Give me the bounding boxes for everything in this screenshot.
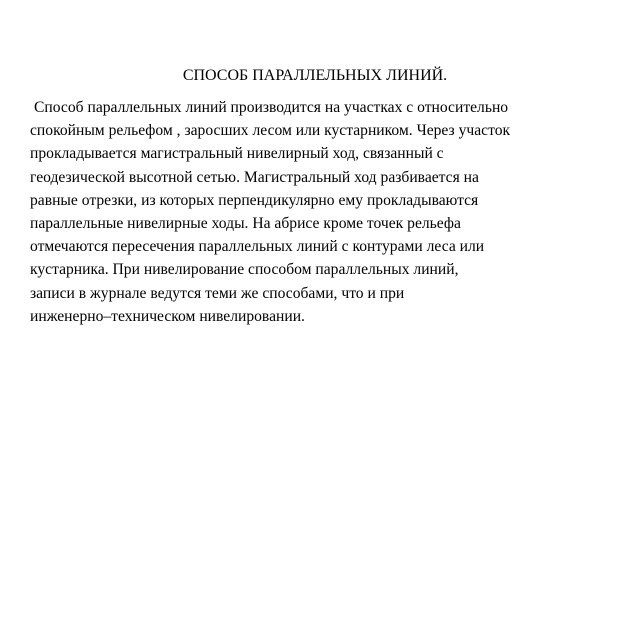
paragraph-line: прокладывается магистральный нивелирный ход, связанный с	[30, 145, 444, 163]
paragraph-line: кустарника. При нивелирование способом параллельных линий,	[30, 261, 459, 279]
paragraph-line: равные отрезки, из которых перпендикулярно ему прокладываются	[30, 191, 479, 209]
paragraph-line: отмечаются пересечения параллельных линий с контурами леса или	[30, 238, 485, 256]
paragraph-line: параллельные нивелирные ходы. На абрисе кроме точек рельефа	[30, 214, 461, 232]
paragraph-line: записи в журнале ведутся теми же способами, что и при	[30, 284, 405, 302]
paragraph-line: геодезической высотной сетью. Магистральный ход разбивается на	[30, 168, 479, 186]
document-title: СПОСОБ ПАРАЛЛЕЛЬНЫХ ЛИНИЙ.	[182, 67, 448, 84]
paragraph-line: Способ параллельных линий производится на участках с относительно	[34, 99, 509, 116]
paragraph-line: инженерно–техническом нивелировании.	[30, 307, 305, 325]
document-body	[30, 96, 600, 328]
paragraph-line: спокойным рельефом , заросших лесом или кустарником. Через участок	[30, 122, 511, 140]
